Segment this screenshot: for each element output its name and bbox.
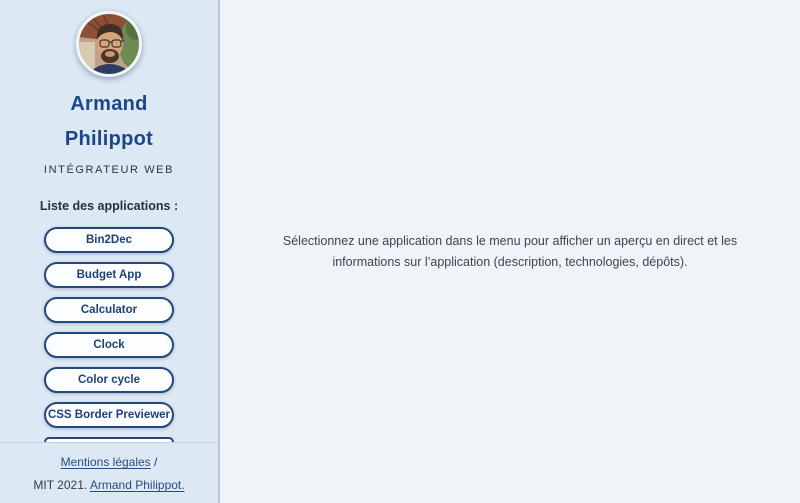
app-button[interactable]: CSS Border Previewer <box>44 402 174 428</box>
footer-legal-line <box>0 455 218 470</box>
sidebar-scroll-area[interactable] <box>0 0 218 442</box>
apps-nav <box>44 227 174 442</box>
app-button[interactable]: Bin2Dec <box>44 227 174 253</box>
app-button[interactable]: Calculator <box>44 297 174 323</box>
license-text: MIT 2021. <box>33 478 88 492</box>
app-button[interactable]: Color cycle <box>44 367 174 393</box>
profile-first-name: Armand <box>70 93 148 115</box>
footer-license-line <box>0 478 218 493</box>
avatar <box>76 11 142 77</box>
empty-state-message <box>283 231 737 273</box>
profile-last-name: Philippot <box>64 128 154 150</box>
sidebar <box>0 0 220 503</box>
author-link[interactable]: Armand Philippot. <box>89 478 185 492</box>
empty-state-line2: informations sur l’application (description, technologies, dépôts). <box>332 254 688 269</box>
sidebar-footer <box>0 442 218 503</box>
footer-separator: / <box>154 455 158 469</box>
avatar-photo <box>79 14 139 74</box>
empty-state-line1: Sélectionnez une application dans le menu pour afficher un aperçu en direct et les <box>282 233 738 248</box>
profile-job-title: INTÉGRATEUR WEB <box>43 164 175 176</box>
app-button[interactable]: Clock <box>44 332 174 358</box>
apps-list-label: Liste des applications : <box>39 199 179 213</box>
legal-notice-link[interactable]: Mentions légales <box>60 455 151 469</box>
profile-name <box>65 87 153 157</box>
main-content <box>220 0 800 503</box>
app-button[interactable]: Budget App <box>44 262 174 288</box>
